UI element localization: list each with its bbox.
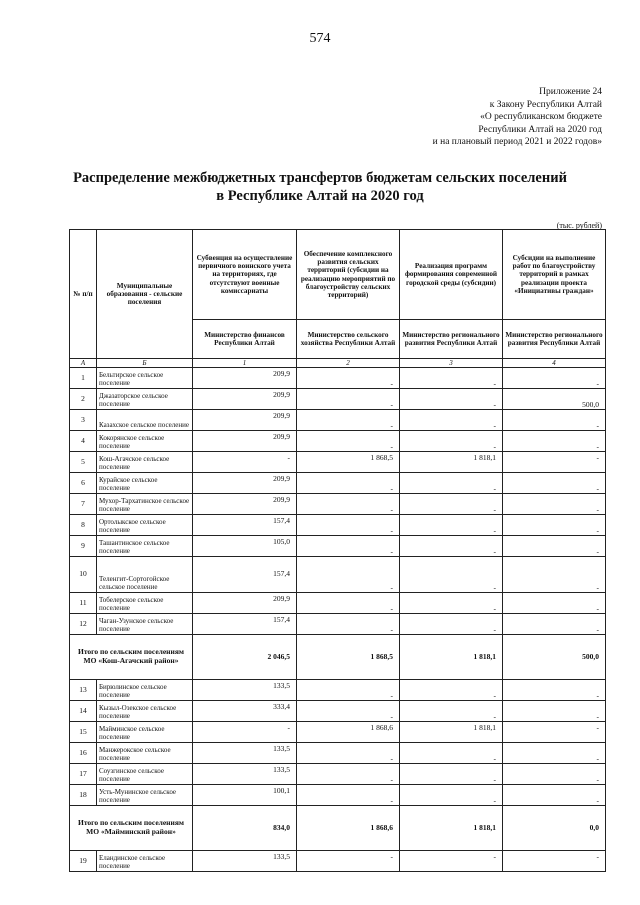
cell-col1: 133,5 <box>193 851 297 872</box>
cell-col2: - <box>297 593 400 614</box>
settlement-name: Ортолыкское сельское поселение <box>97 515 193 536</box>
cell-col1: - <box>193 452 297 473</box>
total-col2: 1 868,5 <box>297 635 400 680</box>
cell-col4: - <box>503 851 606 872</box>
title-line: в Республике Алтай на 2020 год <box>216 188 424 204</box>
table-row <box>70 593 606 614</box>
table-row <box>70 368 606 389</box>
row-number: 13 <box>70 680 97 701</box>
cell-col4: - <box>503 743 606 764</box>
row-number: 5 <box>70 452 97 473</box>
cell-col2: - <box>297 680 400 701</box>
column-number: А <box>70 359 97 368</box>
total-col2: 1 868,6 <box>297 806 400 851</box>
cell-col4: - <box>503 368 606 389</box>
cell-col1: 333,4 <box>193 701 297 722</box>
total-col1: 2 046,5 <box>193 635 297 680</box>
table-row <box>70 722 606 743</box>
document-title <box>0 169 640 205</box>
appendix-line: «О республиканском бюджете <box>480 112 602 122</box>
cell-col3: - <box>400 515 503 536</box>
table-row <box>70 557 606 593</box>
cell-col2: - <box>297 389 400 410</box>
cell-col4: - <box>503 680 606 701</box>
cell-col2: 1 868,6 <box>297 722 400 743</box>
table-row <box>70 536 606 557</box>
units-label: (тыс. рублей) <box>556 221 602 230</box>
total-col3: 1 818,1 <box>400 806 503 851</box>
header-col3: Реализация программ формирования современной городской среды (субсидии) <box>400 230 503 320</box>
settlement-name: Курайское сельское поселение <box>97 473 193 494</box>
title-line: Распределение межбюджетных трансфертов бюджетам сельских поселений <box>73 170 567 186</box>
cell-col1: 209,9 <box>193 494 297 515</box>
column-number: 1 <box>193 359 297 368</box>
cell-col2: - <box>297 515 400 536</box>
settlement-name: Бирюлинское сельское поселение <box>97 680 193 701</box>
cell-col3: - <box>400 494 503 515</box>
cell-col3: - <box>400 389 503 410</box>
header-num: № п/п <box>70 230 97 359</box>
cell-col3: - <box>400 764 503 785</box>
settlement-name: Тобелерское сельское поселение <box>97 593 193 614</box>
cell-col3: 1 818,1 <box>400 452 503 473</box>
cell-col2: - <box>297 764 400 785</box>
row-number: 6 <box>70 473 97 494</box>
page-number: 574 <box>309 31 331 46</box>
cell-col2: - <box>297 536 400 557</box>
cell-col4: - <box>503 494 606 515</box>
ministry-col1: Министерство финансов Республики Алтай <box>193 320 297 359</box>
total-col3: 1 818,1 <box>400 635 503 680</box>
cell-col1: 209,9 <box>193 410 297 431</box>
next-rows <box>70 851 606 872</box>
cell-col1: 100,1 <box>193 785 297 806</box>
ministry-col3: Министерство регионального развития Республики Алтай <box>400 320 503 359</box>
cell-col2: - <box>297 557 400 593</box>
total-label: Итого по сельским поселениям МО «Кош-Агачский район» <box>70 635 193 680</box>
cell-col3: - <box>400 851 503 872</box>
table-row <box>70 452 606 473</box>
table-row <box>70 389 606 410</box>
appendix-line: к Закону Республики Алтай <box>489 99 602 110</box>
cell-col2: - <box>297 851 400 872</box>
total-label: Итого по сельским поселениям МО «Майминский район» <box>70 806 193 851</box>
settlement-name: Мухор-Тархатинское сельское поселение <box>97 494 193 515</box>
row-number: 16 <box>70 743 97 764</box>
table-row <box>70 431 606 452</box>
settlement-name: Джазаторское сельское поселение <box>97 389 193 410</box>
total-col4: 0,0 <box>503 806 606 851</box>
cell-col1: 133,5 <box>193 680 297 701</box>
settlement-name: Бельтирское сельское поселение <box>97 368 193 389</box>
settlement-name: Кокорянское сельское поселение <box>97 431 193 452</box>
cell-col4: 500,0 <box>503 389 606 410</box>
row-number: 17 <box>70 764 97 785</box>
header-name: Муниципальные образования - сельские поселения <box>97 230 193 359</box>
appendix-line: и на плановый период 2021 и 2022 годов» <box>432 137 602 147</box>
column-number: 2 <box>297 359 400 368</box>
cell-col3: - <box>400 368 503 389</box>
row-number: 11 <box>70 593 97 614</box>
cell-col1: 209,9 <box>193 368 297 389</box>
settlement-name: Еландинское сельское поселение <box>97 851 193 872</box>
cell-col4: - <box>503 557 606 593</box>
appendix-reference <box>433 86 602 149</box>
column-number: Б <box>97 359 193 368</box>
row-number: 12 <box>70 614 97 635</box>
row-number: 9 <box>70 536 97 557</box>
total-col4: 500,0 <box>503 635 606 680</box>
cell-col3: - <box>400 473 503 494</box>
settlement-name: Ташантинское сельское поселение <box>97 536 193 557</box>
cell-col4: - <box>503 410 606 431</box>
table-row <box>70 743 606 764</box>
table-row <box>70 614 606 635</box>
cell-col1: 133,5 <box>193 764 297 785</box>
cell-col1: - <box>193 722 297 743</box>
cell-col1: 209,9 <box>193 389 297 410</box>
table-row <box>70 410 606 431</box>
transfers-table <box>69 229 606 872</box>
cell-col2: - <box>297 701 400 722</box>
cell-col2: - <box>297 368 400 389</box>
settlement-name: Соузгинское сельское поселение <box>97 764 193 785</box>
cell-col4: - <box>503 452 606 473</box>
ministry-col2: Министерство сельского хозяйства Республики Алтай <box>297 320 400 359</box>
cell-col3: 1 818,1 <box>400 722 503 743</box>
settlement-name: Теленгит-Сортогойское сельское поселение <box>97 557 193 593</box>
total-col1: 834,0 <box>193 806 297 851</box>
column-number: 3 <box>400 359 503 368</box>
table-header <box>70 230 606 368</box>
cell-col4: - <box>503 593 606 614</box>
table-row <box>70 785 606 806</box>
cell-col3: - <box>400 410 503 431</box>
cell-col3: - <box>400 701 503 722</box>
table-row <box>70 701 606 722</box>
table-row <box>70 851 606 872</box>
kosh-agach-rows <box>70 368 606 680</box>
cell-col4: - <box>503 701 606 722</box>
row-number: 1 <box>70 368 97 389</box>
cell-col2: - <box>297 410 400 431</box>
row-number: 18 <box>70 785 97 806</box>
settlement-name: Кызыл-Озекское сельское поселение <box>97 701 193 722</box>
row-number: 15 <box>70 722 97 743</box>
cell-col4: - <box>503 515 606 536</box>
settlement-name: Манжерокское сельское поселение <box>97 743 193 764</box>
settlement-name: Майминское сельское поселение <box>97 722 193 743</box>
row-number: 4 <box>70 431 97 452</box>
settlement-name: Кош-Агачское сельское поселение <box>97 452 193 473</box>
cell-col4: - <box>503 536 606 557</box>
table-row <box>70 515 606 536</box>
cell-col2: 1 868,5 <box>297 452 400 473</box>
table-row <box>70 764 606 785</box>
row-number: 7 <box>70 494 97 515</box>
cell-col1: 157,4 <box>193 515 297 536</box>
table-row <box>70 494 606 515</box>
cell-col3: - <box>400 593 503 614</box>
cell-col4: - <box>503 764 606 785</box>
row-number: 19 <box>70 851 97 872</box>
cell-col1: 209,9 <box>193 431 297 452</box>
cell-col1: 157,4 <box>193 557 297 593</box>
cell-col2: - <box>297 785 400 806</box>
cell-col2: - <box>297 614 400 635</box>
row-number: 10 <box>70 557 97 593</box>
cell-col1: 105,0 <box>193 536 297 557</box>
total-row-maima <box>70 806 606 851</box>
maima-rows <box>70 680 606 851</box>
row-number: 8 <box>70 515 97 536</box>
cell-col3: - <box>400 614 503 635</box>
header-col2: Обеспечение комплексного развития сельских территорий (субсидии на реализацию мероприятий по благоустройству сельских территорий) <box>297 230 400 320</box>
cell-col2: - <box>297 743 400 764</box>
cell-col3: - <box>400 557 503 593</box>
table-row <box>70 680 606 701</box>
cell-col1: 133,5 <box>193 743 297 764</box>
column-number: 4 <box>503 359 606 368</box>
cell-col4: - <box>503 785 606 806</box>
cell-col3: - <box>400 743 503 764</box>
cell-col1: 157,4 <box>193 614 297 635</box>
appendix-line: Республики Алтай на 2020 год <box>478 124 602 135</box>
cell-col3: - <box>400 431 503 452</box>
row-number: 3 <box>70 410 97 431</box>
ministry-col4: Министерство регионального развития Республики Алтай <box>503 320 606 359</box>
cell-col1: 209,9 <box>193 473 297 494</box>
settlement-name: Казахское сельское поселение <box>97 410 193 431</box>
cell-col4: - <box>503 722 606 743</box>
settlement-name: Усть-Мунинское сельское поселение <box>97 785 193 806</box>
settlement-name: Чаган-Узунское сельское поселение <box>97 614 193 635</box>
cell-col3: - <box>400 536 503 557</box>
cell-col4: - <box>503 473 606 494</box>
cell-col3: - <box>400 785 503 806</box>
table-row <box>70 473 606 494</box>
cell-col2: - <box>297 473 400 494</box>
cell-col4: - <box>503 614 606 635</box>
cell-col2: - <box>297 494 400 515</box>
cell-col2: - <box>297 431 400 452</box>
cell-col3: - <box>400 680 503 701</box>
total-row-kosh-agach <box>70 635 606 680</box>
cell-col1: 209,9 <box>193 593 297 614</box>
header-col4: Субсидии на выполнение работ по благоустройству территорий в рамках реализации проекта «Инициативы граждан» <box>503 230 606 320</box>
appendix-line: Приложение 24 <box>539 87 602 97</box>
cell-col4: - <box>503 431 606 452</box>
row-number: 2 <box>70 389 97 410</box>
row-number: 14 <box>70 701 97 722</box>
header-col1: Субвенция на осуществление первичного воинского учета на территориях, где отсутствуют военные комиссариаты <box>193 230 297 320</box>
